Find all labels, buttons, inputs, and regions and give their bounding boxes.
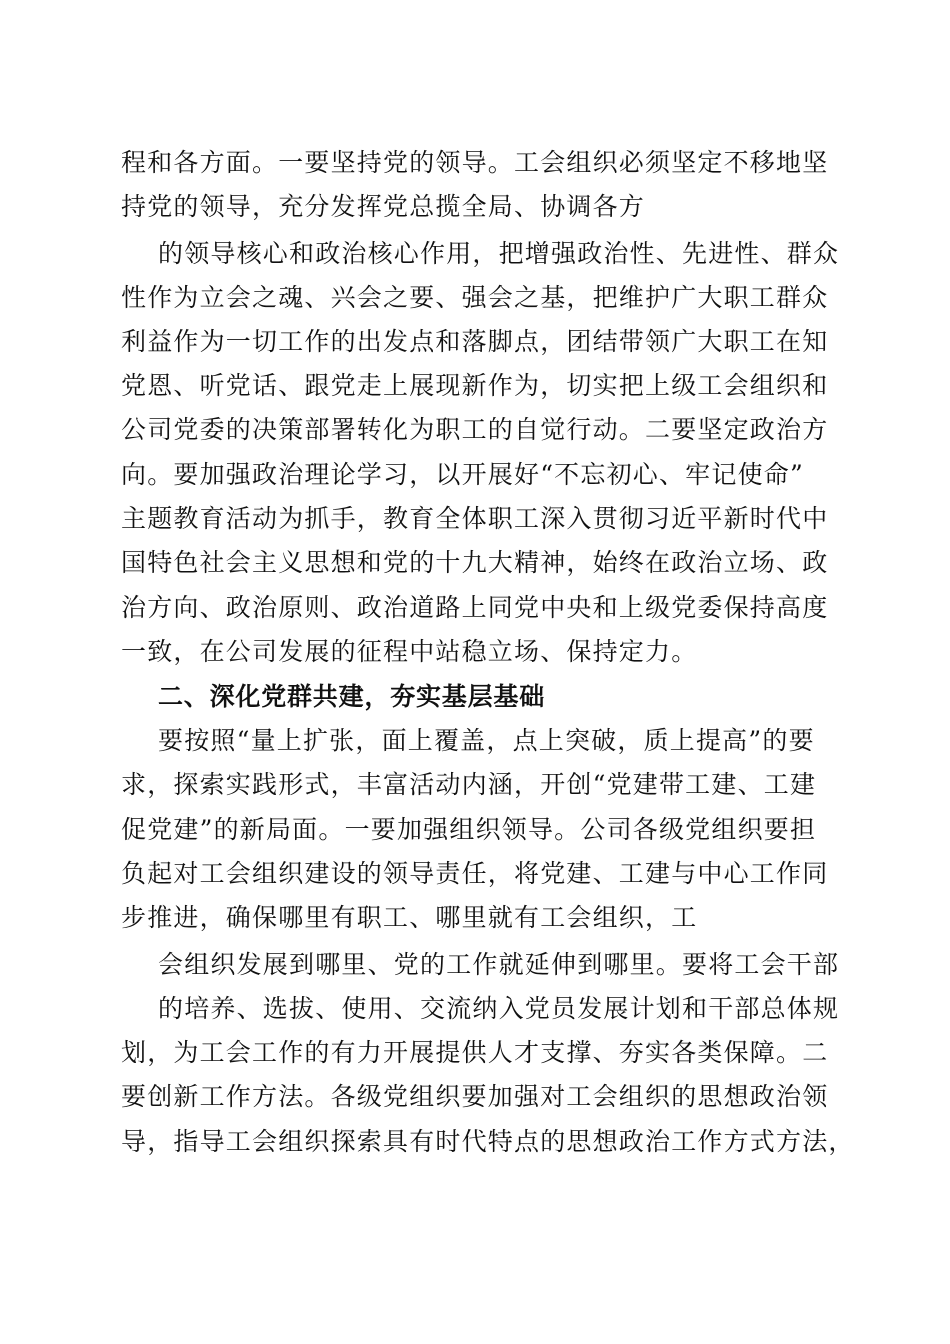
text-line: 利益作为一切工作的出发点和落脚点，团结带领广大职工在知 xyxy=(121,327,829,356)
text-line: 负起对工会组织建设的领导责任，将党建、工建与中心工作同 xyxy=(121,859,829,888)
text-line: 国特色社会主义思想和党的十九大精神，始终在政治立场、政 xyxy=(121,548,829,577)
text-line: 公司党委的决策部署转化为职工的自觉行动。二要坚定政治方 xyxy=(121,415,829,444)
text-line: 程和各方面。一要坚持党的领导。工会组织必须坚定不移地坚 xyxy=(121,148,829,177)
text-line: 党恩、听党话、跟党走上展现新作为，切实把上级工会组织和 xyxy=(121,371,829,400)
text-line: 性作为立会之魂、兴会之要、强会之基，把维护广大职工群众 xyxy=(121,283,829,312)
text-line: 要创新工作方法。各级党组织要加强对工会组织的思想政治领 xyxy=(121,1082,829,1111)
text-line: 要按照“量上扩张，面上覆盖，点上突破，质上提高”的要 xyxy=(158,726,815,755)
text-line: 会组织发展到哪里、党的工作就延伸到哪里。要将工会干部 xyxy=(158,950,840,979)
text-line: 求，探索实践形式，丰富活动内涵，开创“党建带工建、工建 xyxy=(121,770,817,799)
text-line: 的领导核心和政治核心作用，把增强政治性、先进性、群众 xyxy=(158,239,840,268)
text-line: 的培养、选拔、使用、交流纳入党员发展计划和干部总体规 xyxy=(158,994,840,1023)
text-line: 主题教育活动为抓手，教育全体职工深入贯彻习近平新时代中 xyxy=(121,504,829,533)
text-line: 促党建”的新局面。一要加强组织领导。公司各级党组织要担 xyxy=(121,815,817,844)
text-line: 划，为工会工作的有力开展提供人才支撑、夯实各类保障。二 xyxy=(121,1038,829,1067)
section-heading: 二、深化党群共建，夯实基层基础 xyxy=(158,682,546,711)
text-line: 向。要加强政治理论学习，以开展好“不忘初心、牢记使命” xyxy=(121,460,804,489)
text-line: 步推进，确保哪里有职工、哪里就有工会组织，工 xyxy=(121,903,698,932)
text-line: 一致，在公司发展的征程中站稳立场、保持定力。 xyxy=(121,637,698,666)
text-line: 治方向、政治原则、政治道路上同党中央和上级党委保持高度 xyxy=(121,593,829,622)
text-line: 持党的领导，充分发挥党总揽全局、协调各方 xyxy=(121,192,646,221)
text-line: 导，指导工会组织探索具有时代特点的思想政治工作方式方法， xyxy=(121,1127,855,1156)
